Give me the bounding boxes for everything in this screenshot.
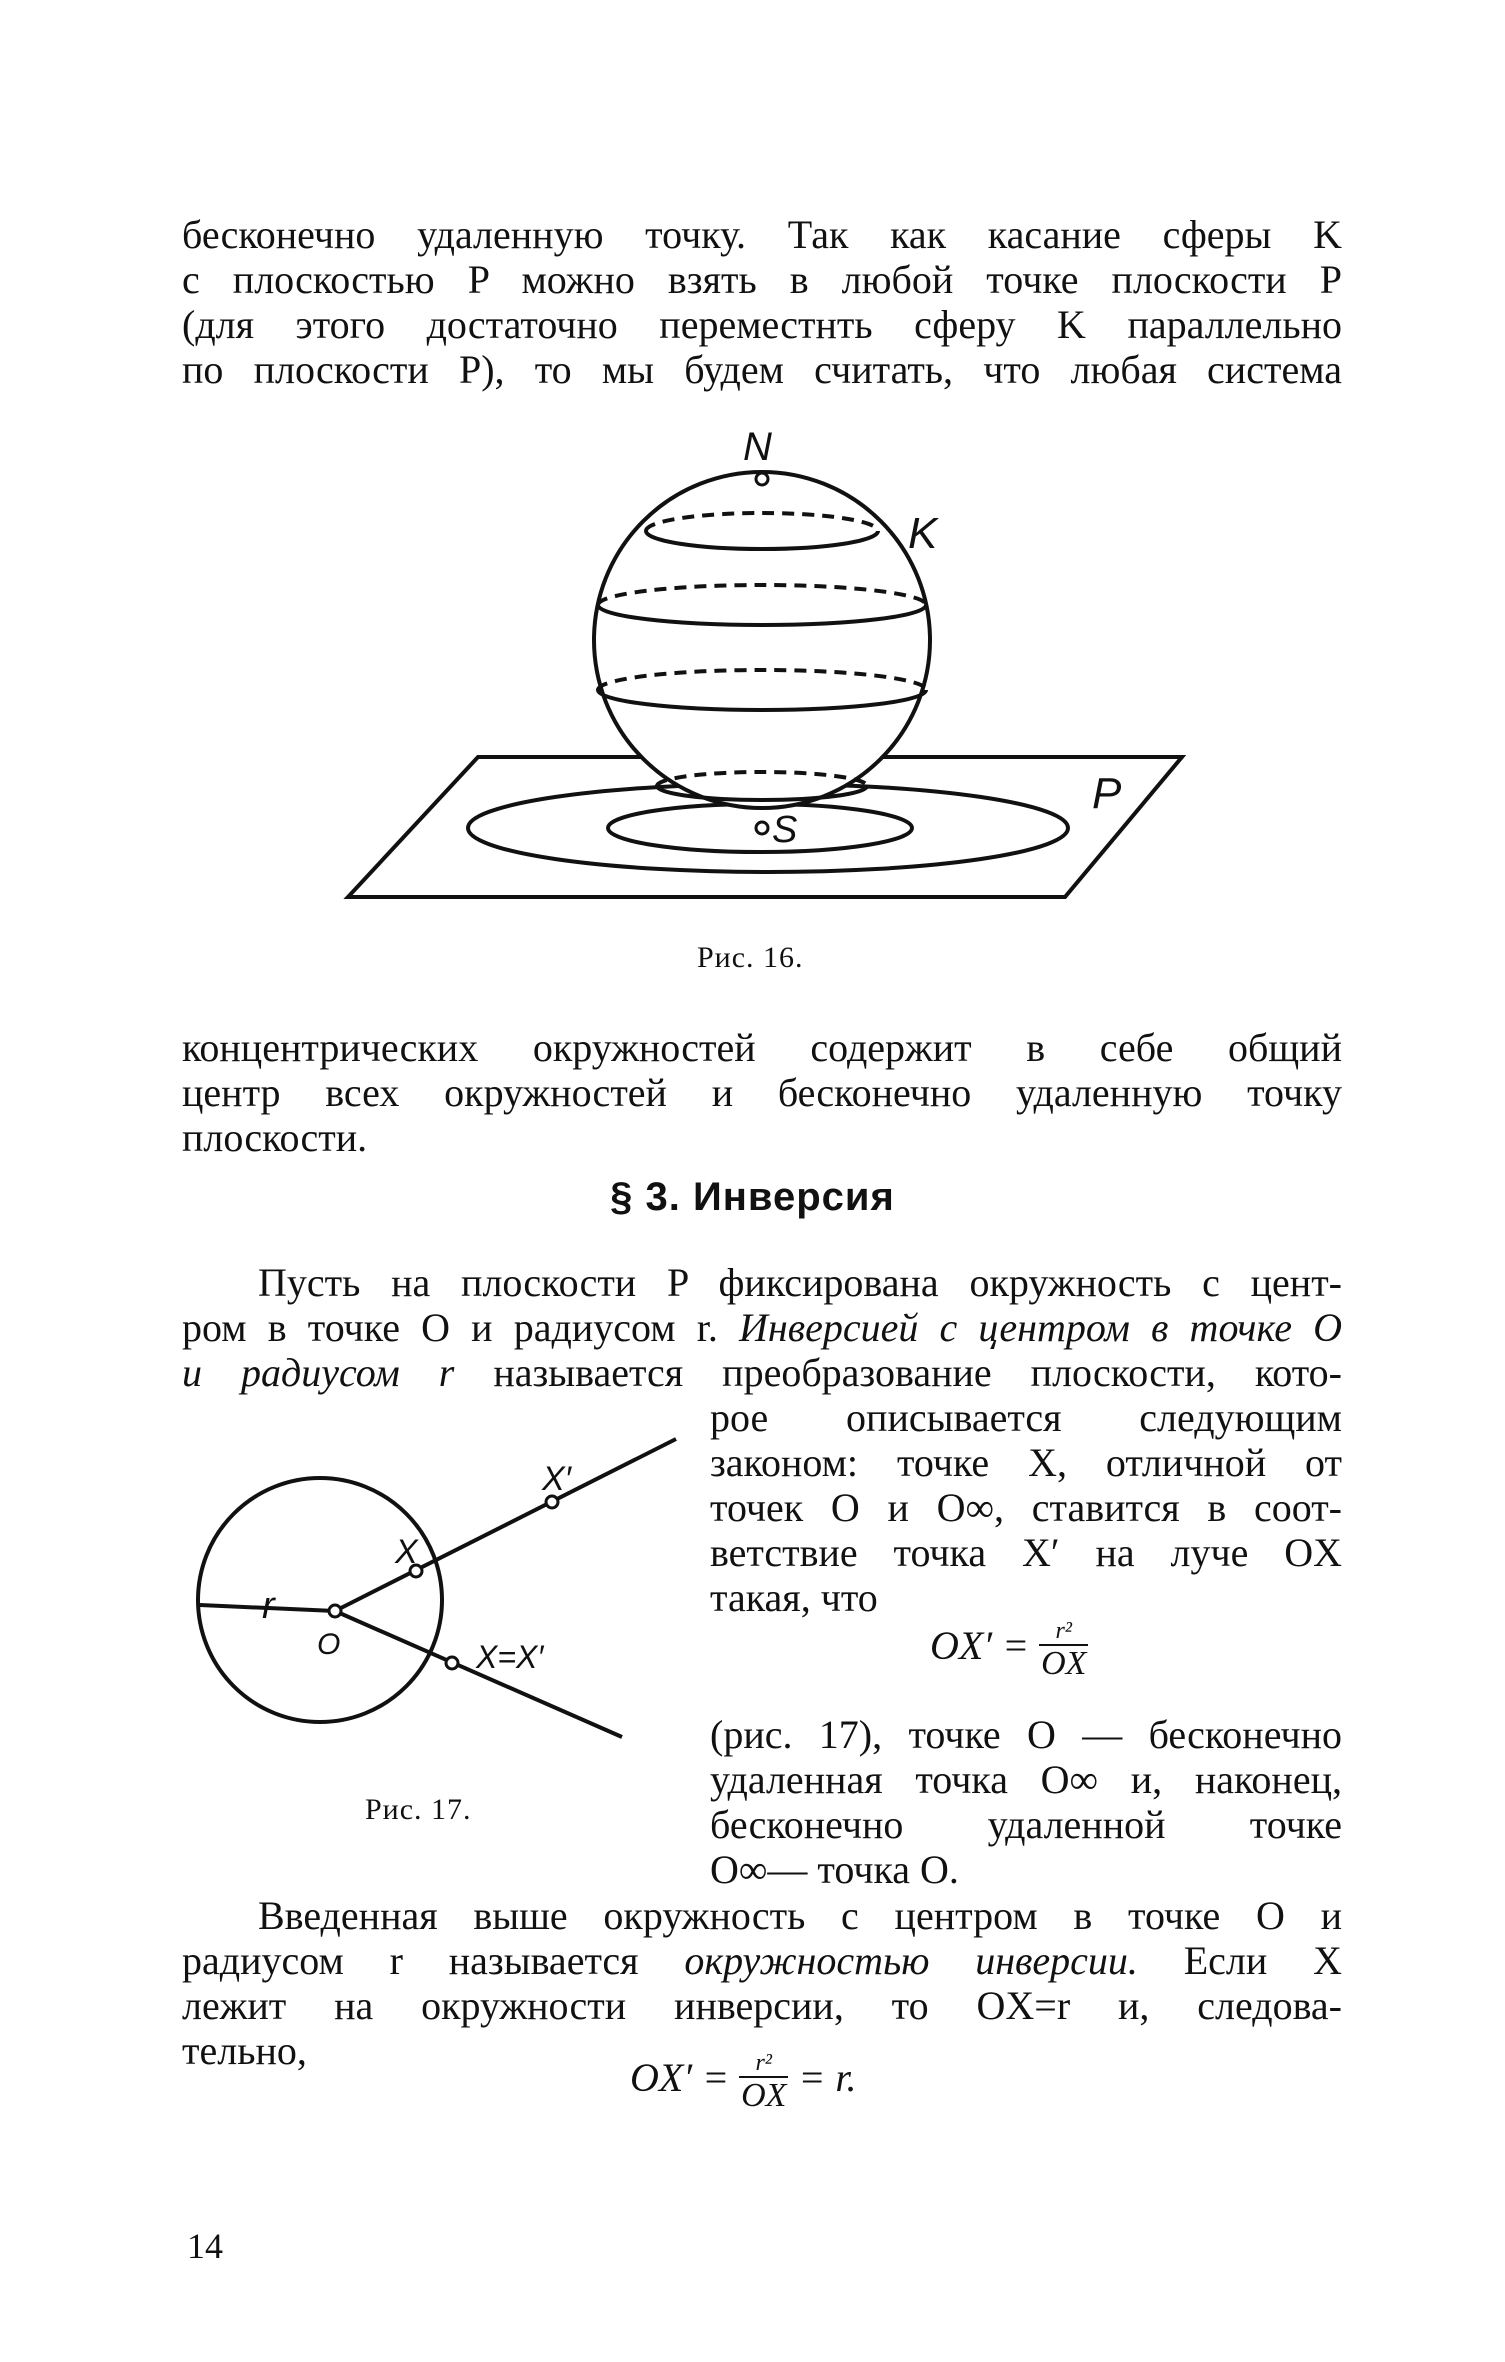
label-r: r	[262, 1585, 275, 1627]
formula-inversion	[930, 1618, 1088, 1682]
text-span: называется преобразование плоскости, кото-	[454, 1350, 1342, 1395]
text-span: Если X	[1137, 1938, 1342, 1983]
text-span: радиусом r называется	[182, 1938, 685, 1983]
text-line: O∞— точка O.	[710, 1847, 959, 1892]
italic-term: окружностью инверсии.	[684, 1938, 1138, 1983]
point-XeqXp	[446, 1657, 458, 1669]
label-S: S	[772, 809, 798, 851]
north-pole-point	[756, 473, 768, 485]
text-line: бесконечно удаленной точке	[710, 1802, 1342, 1847]
text-line: ветствие точка X′ на луче OX	[710, 1530, 1342, 1575]
text-line	[182, 1305, 1342, 1351]
formula-circle-case	[630, 2050, 857, 2114]
text-span: ром в точке O и радиусом r.	[182, 1305, 739, 1350]
text-line: тельно,	[182, 2028, 307, 2073]
inversion-circle	[198, 1478, 442, 1722]
fraction-denominator: OX	[1041, 1645, 1087, 1682]
formula-lhs: OX′ =	[630, 2055, 730, 2101]
text-line: концентрических окружностей содержит в себе общий	[182, 1025, 1342, 1070]
text-line: точек O и O∞, ставится в соот-	[710, 1485, 1342, 1530]
ray-OX	[335, 1439, 676, 1611]
text-line: по плоскости P), то мы будем считать, что любая система	[182, 347, 1342, 392]
text-line: с плоскостью P можно взять в любой точке плоскости P	[182, 257, 1342, 302]
text-line: (рис. 17), точке O — бесконечно	[710, 1712, 1342, 1757]
fraction-numerator: r²	[1055, 1618, 1072, 1644]
italic-definition: и радиусом r	[182, 1350, 455, 1395]
page-number: 14	[187, 2226, 223, 2266]
point-O	[329, 1605, 341, 1617]
label-XeqXp: X=X′	[476, 1639, 544, 1675]
sphere-outline	[594, 472, 930, 808]
figure-16-caption: Рис. 16.	[697, 941, 804, 974]
text-line	[182, 1938, 1342, 1984]
text-line	[182, 1350, 1342, 1396]
text-line: (для этого достаточно переместнть сферу K параллельно	[182, 302, 1342, 347]
label-K: K	[908, 509, 938, 558]
section-heading: § 3. Инверсия	[610, 1175, 895, 1219]
label-O: O	[317, 1628, 341, 1661]
text-line: Пусть на плоскости P фиксирована окружность с цент-	[258, 1260, 1342, 1305]
fraction-numerator: r²	[755, 2050, 772, 2076]
fraction-denominator: OX	[741, 2077, 787, 2114]
text-line: законом: точке X, отличной от	[710, 1440, 1342, 1485]
formula-rhs: = r.	[798, 2055, 857, 2101]
text-line: центр всех окружностей и бесконечно удаленную точку	[182, 1070, 1342, 1115]
label-N: N	[743, 425, 772, 469]
figure-17-caption: Рис. 17.	[365, 1793, 472, 1826]
text-line: рое описывается следующим	[710, 1395, 1342, 1440]
label-X: X	[395, 1533, 418, 1571]
text-line: такая, что	[710, 1575, 878, 1620]
text-line: Введенная выше окружность с центром в точке O и	[258, 1893, 1342, 1938]
text-line: бесконечно удаленную точку. Так как касание сферы K	[182, 212, 1342, 257]
text-line: плоскости.	[182, 1115, 368, 1160]
text-line: удаленная точка O∞ и, наконец,	[710, 1757, 1342, 1802]
italic-definition: Инверсией с центром в точке O	[738, 1305, 1343, 1350]
south-pole-point	[756, 822, 768, 834]
formula-fraction	[739, 2050, 788, 2114]
label-P: P	[1092, 769, 1122, 818]
label-Xprime: X′	[542, 1460, 572, 1498]
formula-lhs: OX′ =	[930, 1623, 1030, 1669]
text-line: лежит на окружности инверсии, то OX=r и, следова-	[182, 1983, 1342, 2028]
formula-fraction	[1039, 1618, 1088, 1682]
